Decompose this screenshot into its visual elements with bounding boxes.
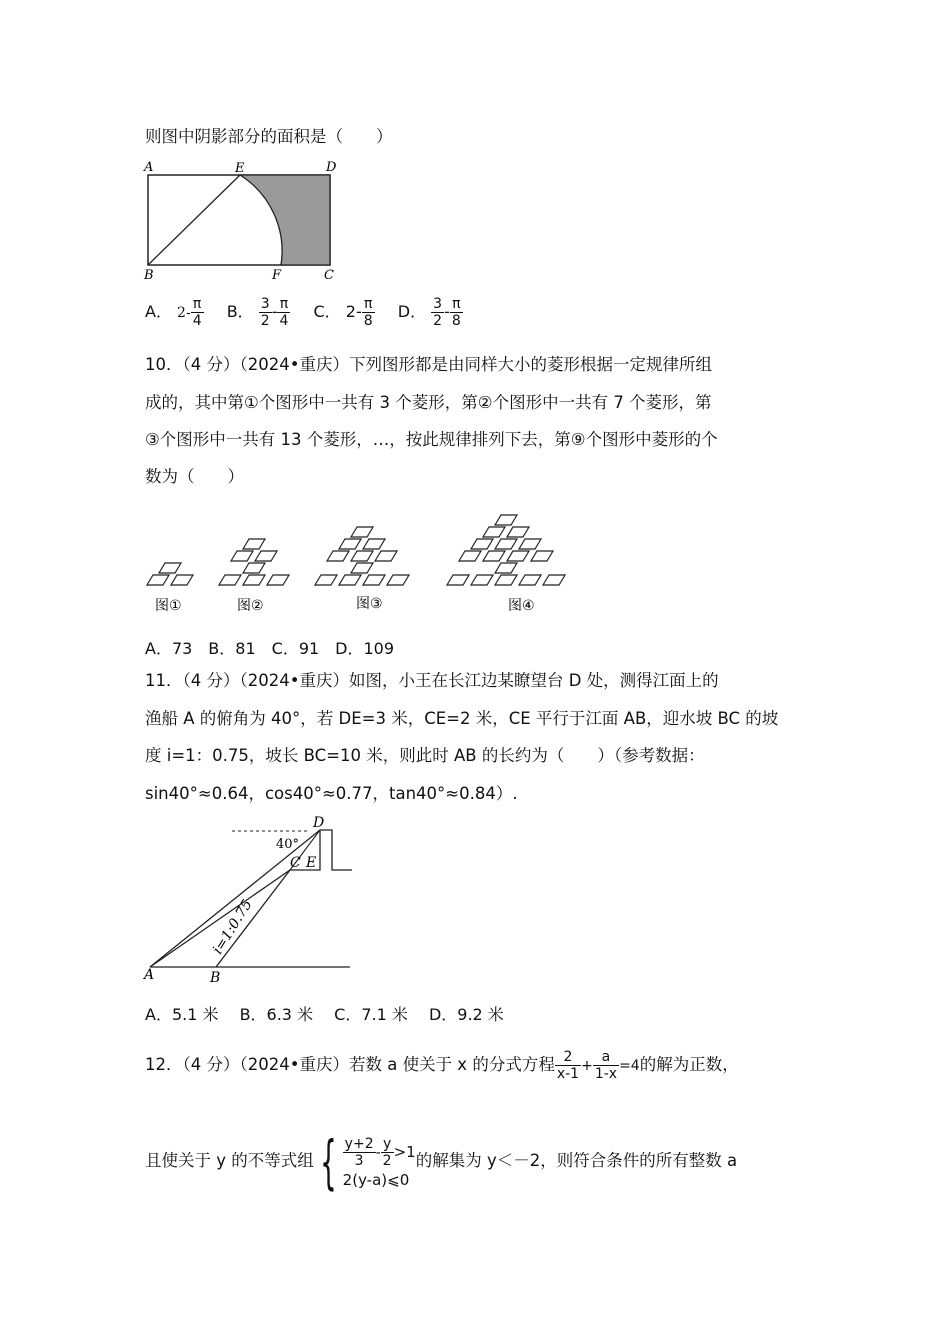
label-f: F [272, 268, 282, 283]
q10-options[interactable]: A．73 B．81 C．91 D．109 [145, 639, 395, 658]
label-c: C [290, 855, 301, 871]
inequality-system: { $\frac{y+2}{3}$ - $\frac{y}{2}$ >1 2(y-a)⩽0 [319, 1128, 416, 1196]
q12-text-b: 的解为正数， [639, 1055, 739, 1074]
q10-figure [140, 490, 610, 620]
fig-label-4: 图④ [508, 598, 535, 614]
fig-label-2: 图② [237, 598, 264, 614]
label-d: D [326, 160, 337, 175]
fig-label-1: 图① [155, 598, 182, 614]
rhombus [495, 539, 517, 549]
label-a: A [144, 967, 155, 983]
fig-label-3: 图③ [356, 596, 383, 612]
rhombus [471, 575, 493, 585]
q10-line-1: 10．（4 分）（2024•重庆）下列图形都是由同样大小的菱形根据一定规律所组 [145, 355, 712, 374]
rhombus [219, 575, 241, 585]
q9-options [145, 296, 463, 329]
option-letter: D． [397, 302, 427, 321]
rhombus [519, 575, 541, 585]
q12-text-c: 且使关于 y 的不等式组 [145, 1151, 314, 1170]
q10-line-3: ③个图形中一共有 13 个菱形，…，按此规律排列下去，第⑨个图形中菱形的个 [145, 430, 718, 449]
rhombus [543, 575, 565, 585]
rhombus [171, 575, 193, 585]
rhombus [231, 551, 253, 561]
option-whole: 2- [177, 305, 191, 321]
fraction: $\frac{\pi}{4}$ [192, 296, 202, 329]
rhombus [351, 551, 373, 561]
q11-line-3: 度 i=1：0.75，坡长 BC=10 米，则此时 AB 的长约为（ ）（参考数据： [145, 746, 705, 765]
rhombus [507, 551, 529, 561]
q12-line-1: 12．（4 分）（2024•重庆）若数 a 使关于 x 的分式方程 $\frac{2}{x-1}$ + $\frac{a}{1-x}$ =4的解为正数， [145, 1049, 739, 1082]
rhombus [447, 575, 469, 585]
q12-line-2 [145, 1125, 737, 1197]
inequality-row-2: 2(y-a)⩽0 [342, 1170, 410, 1189]
q9-option-b[interactable]: B． $\frac{3}{2}$ - $\frac{\pi}{4}$ [226, 296, 289, 329]
angle-label: 40° [276, 837, 300, 852]
rhombus [483, 551, 505, 561]
rhombus [459, 551, 481, 561]
q11-line-2: 渔船 A 的俯角为 40°，若 DE=3 米，CE=2 米，CE 平行于江面 AB，迎水坡 BC 的坡 [145, 709, 779, 728]
q9-text-tail: 则图中阴影部分的面积是（ ） [145, 127, 393, 146]
rhombus [363, 539, 385, 549]
rhombus [327, 551, 349, 561]
q9-figure [140, 155, 350, 285]
rhombus [387, 575, 409, 585]
q10-line-4: 数为（ ） [145, 467, 244, 486]
rhombus-patterns [147, 515, 565, 585]
fraction: $\frac{3}{2}$ [433, 296, 443, 329]
option-letter: C． [313, 302, 341, 321]
q11-options[interactable]: A．5.1 米 B．6.3 米 C．7.1 米 D．9.2 米 [145, 1005, 504, 1024]
rhombus [483, 527, 505, 537]
fraction: $\frac{\pi}{8}$ [363, 296, 373, 329]
label-b: B [210, 970, 221, 985]
rhombus [507, 527, 529, 537]
rhombus [495, 515, 517, 525]
rhombus [159, 563, 181, 573]
rhombus [351, 563, 373, 573]
rhombus [471, 539, 493, 549]
rhombus [495, 563, 517, 573]
q9-option-c[interactable] [313, 296, 380, 329]
label-e: E [306, 855, 317, 871]
rhombus [339, 539, 361, 549]
q9-option-a[interactable] [145, 296, 209, 329]
label-a: A [144, 160, 154, 175]
label-c: C [324, 268, 334, 283]
q9-option-d[interactable]: D． $\frac{3}{2}$ - $\frac{\pi}{8}$ [397, 296, 461, 329]
slope-label: i=1:0.75 [209, 896, 256, 958]
rhombus [255, 551, 277, 561]
fraction: $\frac{\pi}{4}$ [279, 296, 289, 329]
option-letter: A． [145, 302, 172, 321]
segment-be [148, 175, 240, 265]
q11-line-1: 11．（4 分）（2024•重庆）如图，小王在长江边某瞭望台 D 处，测得江面上的 [145, 671, 719, 690]
rhombus [531, 551, 553, 561]
rhombus [495, 575, 517, 585]
rhombus [147, 575, 169, 585]
fraction: $\frac{3}{2}$ [260, 296, 270, 329]
fraction-a-over-1-x: $\frac{a}{1-x}$ [594, 1049, 618, 1082]
option-whole: 2- [345, 302, 362, 321]
rhombus [267, 575, 289, 585]
q10-line-2: 成的，其中第①个图形中一共有 3 个菱形，第②个图形中一共有 7 个菱形，第 [145, 393, 712, 412]
q12-text-d: 的解集为 y＜－2，则符合条件的所有整数 a [415, 1151, 738, 1170]
label-b: B [144, 268, 154, 283]
q12-text-a: 12．（4 分）（2024•重庆）若数 a 使关于 x 的分式方程 [145, 1055, 555, 1074]
rhombus [351, 527, 373, 537]
fraction: $\frac{y+2}{3}$ [344, 1135, 374, 1169]
shaded-region [240, 175, 330, 265]
q11-line-4: sin40°≈0.64，cos40°≈0.77，tan40°≈0.84）. [145, 784, 518, 803]
rhombus [243, 563, 265, 573]
label-d: D [313, 815, 325, 831]
rhombus [243, 539, 265, 549]
q11-figure [140, 810, 360, 985]
rhombus [315, 575, 337, 585]
fraction: $\frac{y}{2}$ [382, 1135, 392, 1169]
label-e: E [235, 161, 245, 176]
rhombus [363, 575, 385, 585]
fraction: $\frac{\pi}{8}$ [451, 296, 461, 329]
rhombus [375, 551, 397, 561]
fraction-2-over-x-1: $\frac{2}{x-1}$ [556, 1049, 580, 1082]
rhombus [339, 575, 361, 585]
rhombus [243, 575, 265, 585]
rhombus [519, 539, 541, 549]
option-letter: B． [226, 302, 254, 321]
left-brace: { [319, 1128, 337, 1196]
